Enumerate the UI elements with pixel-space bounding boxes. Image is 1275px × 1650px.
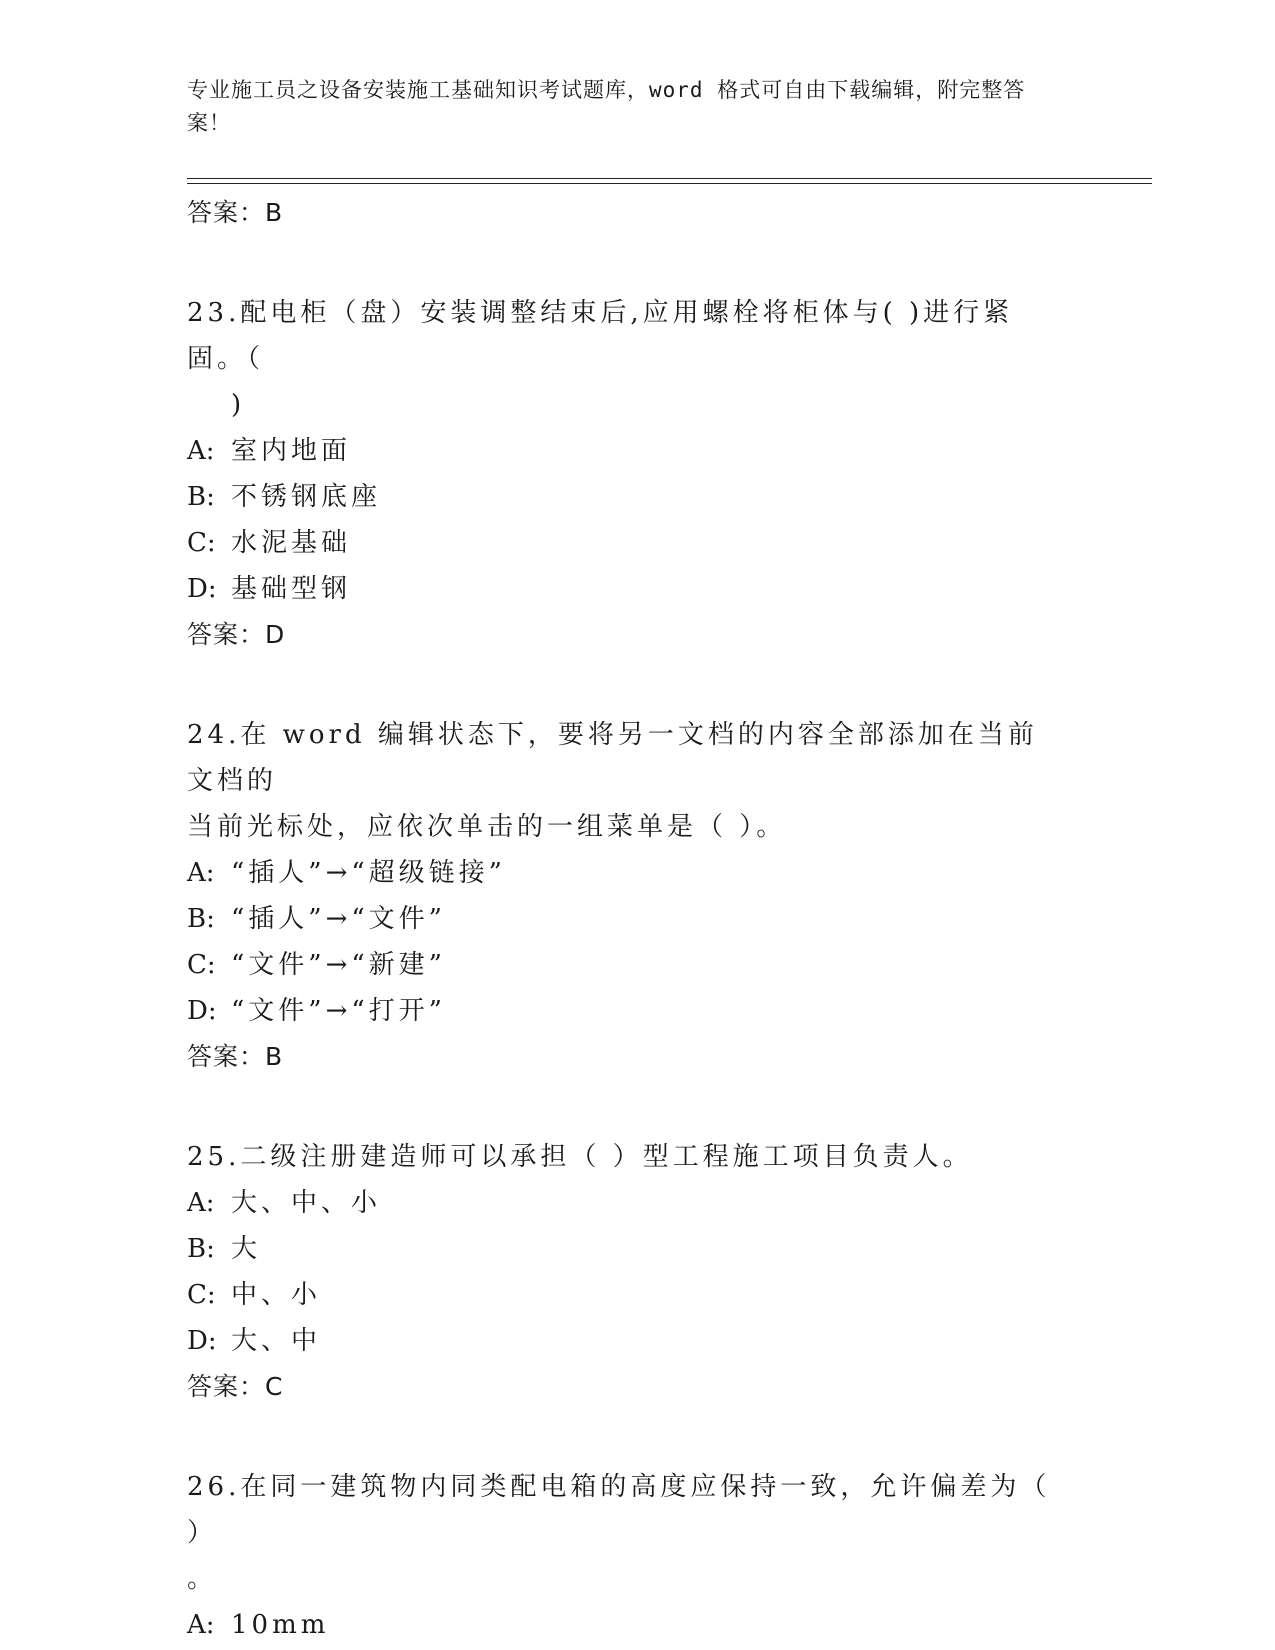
option-letter: A: xyxy=(187,858,215,888)
question-stem-line: 25.二级注册建造师可以承担（ ）型工程施工项目负责人。 xyxy=(187,1142,973,1172)
question-26 xyxy=(187,1464,1087,1648)
option-text: 中、小 xyxy=(231,1280,322,1310)
question-stem-line: 26.在同一建筑物内同类配电箱的高度应保持一致，允许偏差为（ ） xyxy=(187,1472,1051,1548)
option-a xyxy=(187,1180,1087,1226)
option-text: 10mm xyxy=(231,1610,330,1640)
option-letter: D: xyxy=(187,1326,217,1356)
option-letter: A: xyxy=(187,1188,215,1218)
option-letter: C: xyxy=(187,528,216,558)
option-letter: A: xyxy=(187,436,215,466)
question-stem xyxy=(187,1464,1067,1602)
option-a xyxy=(187,850,1087,896)
option-b xyxy=(187,896,1087,942)
answer-line: 答案：B xyxy=(187,198,284,227)
question-list xyxy=(187,190,1087,1648)
option-text: 基础型钢 xyxy=(231,574,352,604)
option-text: “文件”→“新建” xyxy=(231,950,446,980)
header-divider-top xyxy=(187,178,1152,179)
option-a xyxy=(187,1602,1087,1648)
option-c xyxy=(187,942,1087,988)
option-d xyxy=(187,988,1087,1034)
option-text: “插人”→“超级链接” xyxy=(231,858,506,888)
option-letter: B: xyxy=(187,482,215,512)
question-stem xyxy=(187,290,1067,428)
option-a xyxy=(187,428,1087,474)
answer-line: 答案：D xyxy=(187,620,286,649)
option-letter: B: xyxy=(187,904,215,934)
option-c xyxy=(187,1272,1087,1318)
option-letter: D: xyxy=(187,996,217,1026)
option-text: 大 xyxy=(231,1234,262,1264)
question-23 xyxy=(187,290,1087,658)
option-d xyxy=(187,1318,1087,1364)
question-stem-line: 23.配电柜（盘）安装调整结束后,应用螺栓将柜体与( )进行紧固。（ xyxy=(187,298,1014,374)
option-d xyxy=(187,566,1087,612)
option-text: 大、中 xyxy=(231,1326,322,1356)
option-letter: A: xyxy=(187,1610,215,1640)
option-text: 室内地面 xyxy=(231,436,352,466)
option-text: 大、中、小 xyxy=(231,1188,382,1218)
question-stem xyxy=(187,1134,1067,1180)
header-divider-bottom xyxy=(187,183,1152,184)
option-letter: C: xyxy=(187,950,216,980)
option-letter: B: xyxy=(187,1234,215,1264)
option-c xyxy=(187,520,1087,566)
answer-line: 答案：B xyxy=(187,1042,284,1071)
option-text: 不锈钢底座 xyxy=(231,482,382,512)
question-stem-line: 24.在 word 编辑状态下，要将另一文档的内容全部添加在当前文档的 xyxy=(187,720,1038,796)
option-b xyxy=(187,474,1087,520)
option-text: “插人”→“文件” xyxy=(231,904,446,934)
question-stem-line: 。 xyxy=(187,1564,218,1594)
question-stem xyxy=(187,712,1067,850)
question-24 xyxy=(187,712,1087,1080)
option-b xyxy=(187,1226,1087,1272)
document-header: 专业施工员之设备安装施工基础知识考试题库，word 格式可自由下载编辑，附完整答案！ xyxy=(187,78,1026,135)
option-text: “文件”→“打开” xyxy=(231,996,446,1026)
option-letter: D: xyxy=(187,574,217,604)
question-stem-line: ) xyxy=(231,390,246,420)
question-25 xyxy=(187,1134,1087,1410)
option-text: 水泥基础 xyxy=(231,528,352,558)
answer-line: 答案：C xyxy=(187,1372,284,1401)
option-letter: C: xyxy=(187,1280,216,1310)
question-stem-line: 当前光标处，应依次单击的一组菜单是（ ）。 xyxy=(187,812,787,842)
